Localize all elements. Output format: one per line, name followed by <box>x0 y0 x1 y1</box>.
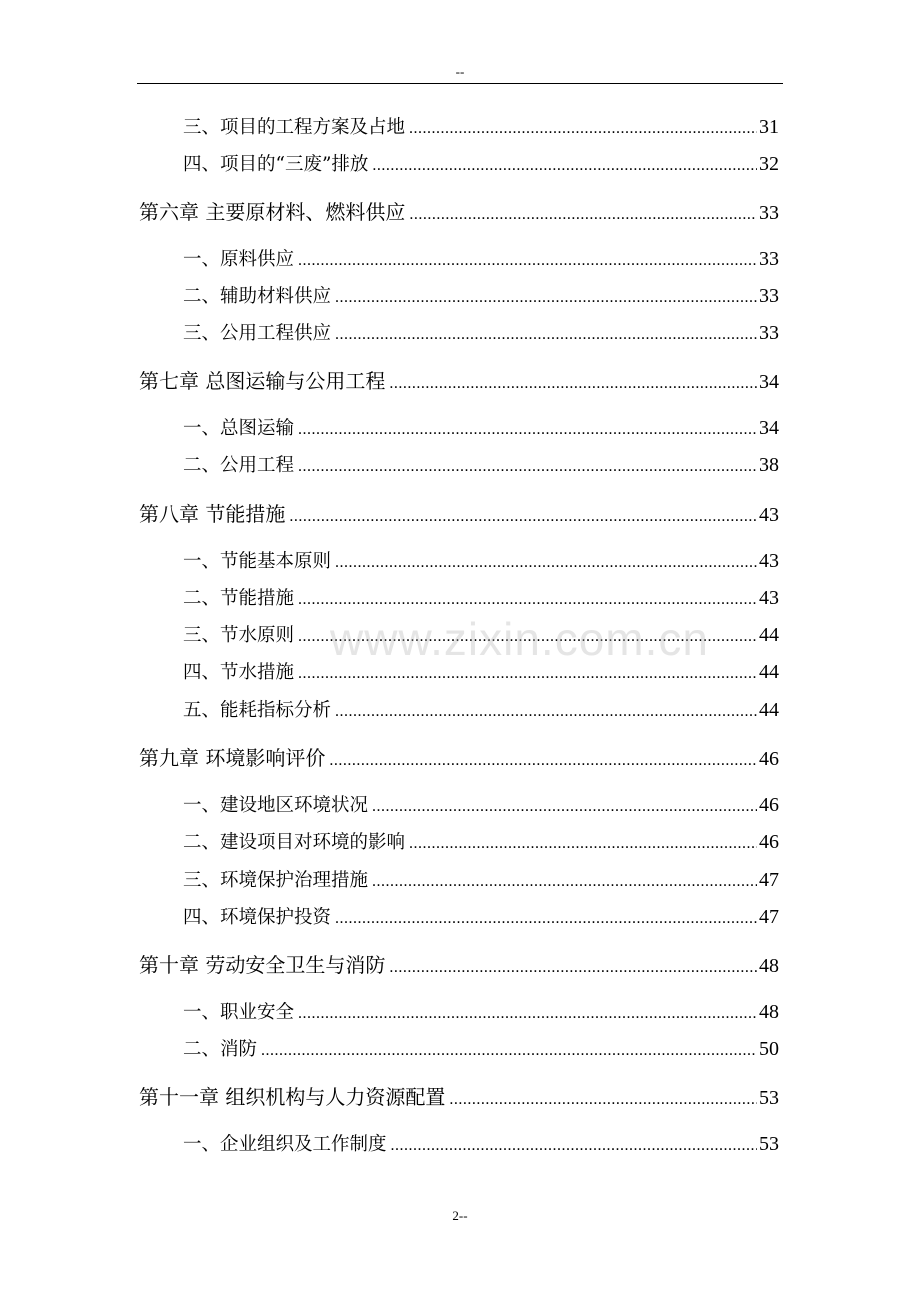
toc-dot-leader <box>298 248 757 274</box>
toc-dot-leader <box>372 153 757 179</box>
toc-page-number: 44 <box>759 624 779 646</box>
toc-entry-title: 一、原料供应 <box>183 249 295 270</box>
toc-entry-title: 二、辅助材料供应 <box>183 286 332 307</box>
toc-page-number: 48 <box>759 955 779 977</box>
toc-section-entry[interactable] <box>183 151 779 179</box>
toc-page-number: 46 <box>759 748 779 770</box>
toc-chapter-entry[interactable] <box>139 500 779 531</box>
toc-section-entry[interactable] <box>183 904 779 932</box>
toc-section-entry[interactable] <box>183 867 779 895</box>
toc-section-entry[interactable] <box>183 622 779 650</box>
toc-dot-leader <box>335 699 757 725</box>
toc-dot-leader <box>329 747 757 775</box>
toc-entry-title: 三、环境保护治理措施 <box>183 870 369 891</box>
toc-entry-title: 一、建设地区环境状况 <box>183 795 369 816</box>
toc-entry-title: 三、项目的工程方案及占地 <box>183 117 406 138</box>
toc-entry-title: 一、总图运输 <box>183 418 295 439</box>
toc-section-entry[interactable] <box>183 548 779 576</box>
toc-entry-title: 四、节水措施 <box>183 662 295 683</box>
toc-page-number: 43 <box>759 550 779 572</box>
toc-dot-leader <box>389 370 757 398</box>
toc-entry-title: 第九章 环境影响评价 <box>139 746 326 770</box>
toc-page-number: 53 <box>759 1087 779 1109</box>
toc-chapter-entry[interactable] <box>139 367 779 398</box>
toc-entry-title: 第六章 主要原材料、燃料供应 <box>139 200 406 224</box>
toc-chapter-entry[interactable] <box>139 744 779 775</box>
toc-entry-title: 第七章 总图运输与公用工程 <box>139 369 386 393</box>
toc-dot-leader <box>298 454 757 480</box>
page-header: -- <box>455 64 465 79</box>
toc-chapter-entry[interactable] <box>139 1083 779 1114</box>
toc-dot-leader <box>409 831 757 857</box>
toc-section-entry[interactable] <box>183 114 779 142</box>
toc-dot-leader <box>449 1086 757 1114</box>
toc-page-number: 48 <box>759 1001 779 1023</box>
toc-entry-title: 第八章 节能措施 <box>139 502 286 526</box>
toc-entry-title: 四、项目的“三废”排放 <box>183 154 369 175</box>
toc-dot-leader <box>372 794 757 820</box>
toc-section-entry[interactable] <box>183 829 779 857</box>
toc-dot-leader <box>335 285 757 311</box>
toc-page-number: 53 <box>759 1133 779 1155</box>
toc-page-number: 50 <box>759 1038 779 1060</box>
toc-dot-leader <box>335 906 757 932</box>
toc-entry-title: 第十一章 组织机构与人力资源配置 <box>139 1085 446 1109</box>
toc-dot-leader <box>298 1001 757 1027</box>
toc-dot-leader <box>261 1038 757 1064</box>
toc-entry-title: 二、建设项目对环境的影响 <box>183 832 406 853</box>
toc-section-entry[interactable] <box>183 999 779 1027</box>
toc-dot-leader <box>372 869 757 895</box>
toc-dot-leader <box>391 1133 757 1159</box>
toc-chapter-entry[interactable] <box>139 951 779 982</box>
toc-section-entry[interactable] <box>183 415 779 443</box>
toc-entry-title: 第十章 劳动安全卫生与消防 <box>139 953 386 977</box>
toc-page-number: 46 <box>759 794 779 816</box>
toc-entry-title: 一、企业组织及工作制度 <box>183 1134 387 1155</box>
toc-dot-leader <box>409 201 757 229</box>
header-rule <box>137 83 783 84</box>
toc-page-number: 34 <box>759 371 779 393</box>
toc-dot-leader <box>298 661 757 687</box>
toc-dot-leader <box>335 550 757 576</box>
toc-page-number: 44 <box>759 661 779 683</box>
toc-page-number: 31 <box>759 116 779 138</box>
toc-page-number: 33 <box>759 285 779 307</box>
toc-entry-title: 三、节水原则 <box>183 625 295 646</box>
toc-dot-leader <box>298 587 757 613</box>
toc-entry-title: 二、公用工程 <box>183 455 295 476</box>
toc-page-number: 43 <box>759 587 779 609</box>
toc-dot-leader <box>335 322 757 348</box>
toc-page-number: 32 <box>759 153 779 175</box>
toc-page-number: 33 <box>759 248 779 270</box>
toc-entry-title: 三、公用工程供应 <box>183 323 332 344</box>
toc-page-number: 33 <box>759 202 779 224</box>
toc-dot-leader <box>298 417 757 443</box>
toc-dot-leader <box>389 954 757 982</box>
toc-page-number: 47 <box>759 869 779 891</box>
toc-entry-title: 一、节能基本原则 <box>183 551 332 572</box>
toc-section-entry[interactable] <box>183 1036 779 1064</box>
toc-section-entry[interactable] <box>183 585 779 613</box>
toc-page-number: 33 <box>759 322 779 344</box>
toc-chapter-entry[interactable] <box>139 198 779 229</box>
toc-section-entry[interactable] <box>183 283 779 311</box>
toc-section-entry[interactable] <box>183 246 779 274</box>
toc-page-number: 46 <box>759 831 779 853</box>
toc-page-number: 43 <box>759 504 779 526</box>
toc-section-entry[interactable] <box>183 792 779 820</box>
toc-page-number: 44 <box>759 699 779 721</box>
toc-entry-title: 二、消防 <box>183 1039 258 1060</box>
toc-page-number: 38 <box>759 454 779 476</box>
toc-dot-leader <box>298 624 757 650</box>
toc-page-number: 34 <box>759 417 779 439</box>
page-footer: 2-- <box>452 1208 468 1223</box>
toc-section-entry[interactable] <box>183 320 779 348</box>
toc-entry-title: 五、能耗指标分析 <box>183 700 332 721</box>
toc-dot-leader <box>289 503 757 531</box>
toc-section-entry[interactable] <box>183 659 779 687</box>
toc-section-entry[interactable] <box>183 697 779 725</box>
toc-page-number: 47 <box>759 906 779 928</box>
toc-dot-leader <box>409 116 757 142</box>
toc-entry-title: 四、环境保护投资 <box>183 907 332 928</box>
toc-section-entry[interactable] <box>183 1131 779 1159</box>
toc-section-entry[interactable] <box>183 452 779 480</box>
toc-entry-title: 二、节能措施 <box>183 588 295 609</box>
toc-entry-title: 一、职业安全 <box>183 1002 295 1023</box>
watermark: www.zixin.com.cn <box>330 613 709 665</box>
